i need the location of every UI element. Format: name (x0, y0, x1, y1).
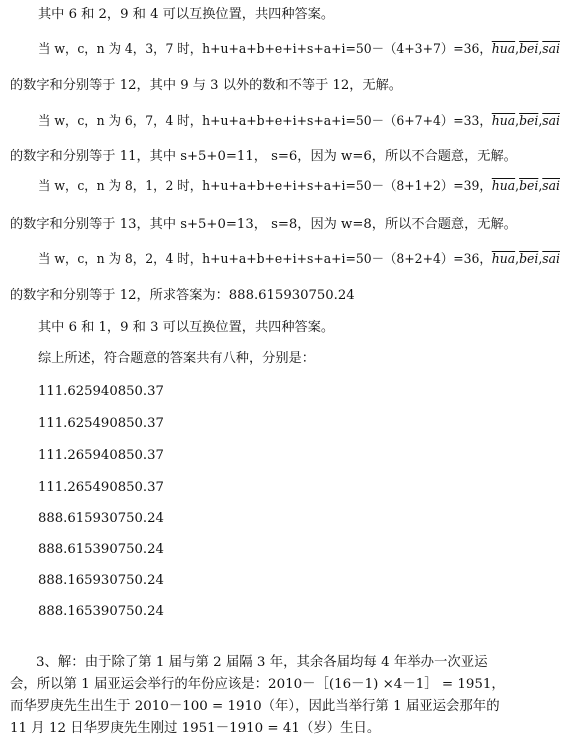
answer-item: 111.265490850.37 (38, 480, 164, 495)
solution-3-line-1: 3、解：由于除了第 1 届与第 2 届隔 3 年，其余各届均每 4 年举办一次亚运 (36, 655, 488, 670)
text-swap-note-2: 其中 6 和 1，9 和 3 可以互换位置，共四种答案。 (38, 320, 335, 335)
answer-item: 111.265940850.37 (38, 448, 164, 463)
solution-3-line-2: 会，所以第 1 届亚运会举行的年份应该是：2010－［(16－1) ×4－1］ = 1951， (10, 677, 505, 692)
solution-3-line-3: 而华罗庚先生出生于 2010－100 = 1910（年），因此当举行第 1 届亚运会那年的 (10, 699, 500, 714)
case-2-line (38, 113, 560, 131)
answer-item: 888.165930750.24 (38, 573, 164, 588)
separator: , (538, 114, 543, 129)
solution-3-paragraph (10, 652, 558, 740)
case-3-text: 当 w，c，n 为 8，1，2 时，h+u+a+b+e+i+s+a+i=50－（8+1+2）=39， (38, 179, 492, 194)
case-2-result: 的数字和分别等于 11，其中 s+5+0=11， s=6，因为 w=6，所以不合题意，无解。 (10, 149, 517, 164)
separator: , (515, 42, 520, 57)
case-3-line (38, 178, 560, 196)
solution-3-line-4: 11 月 12 日华罗庚先生刚过 1951－1910 = 41（岁）生日。 (10, 721, 381, 736)
separator: , (538, 252, 543, 267)
case-1-text: 当 w，c，n 为 4，3，7 时，h+u+a+b+e+i+s+a+i=50－（4+3+7）=36， (38, 42, 492, 57)
overline-sai: $\overline{sai}$ (542, 179, 561, 194)
overline-hua: $\overline{hua}$ (491, 114, 516, 129)
answer-item: 888.615390750.24 (38, 542, 164, 557)
answer-item: 111.625490850.37 (38, 416, 164, 431)
overline-bei: $\overline{bei}$ (519, 114, 539, 129)
case-4-result: 的数字和分别等于 12，所求答案为：888.615930750.24 (10, 288, 355, 303)
overline-sai: $\overline{sai}$ (542, 114, 561, 129)
overline-bei: $\overline{bei}$ (519, 252, 539, 267)
overline-sai: $\overline{sai}$ (542, 42, 561, 57)
case-4-line (38, 251, 560, 269)
answer-item: 111.625940850.37 (38, 384, 164, 399)
separator: , (515, 179, 520, 194)
text-summary: 综上所述，符合题意的答案共有八种，分别是： (38, 351, 315, 366)
separator: , (538, 179, 543, 194)
answer-item: 888.165390750.24 (38, 604, 164, 619)
overline-bei: $\overline{bei}$ (519, 42, 539, 57)
overline-hua: $\overline{hua}$ (491, 179, 516, 194)
case-3-result: 的数字和分别等于 13，其中 s+5+0=13， s=8，因为 w=8，所以不合题意，无解。 (10, 217, 517, 232)
text-swap-note-1: 其中 6 和 2，9 和 4 可以互换位置，共四种答案。 (38, 7, 335, 22)
overline-sai: $\overline{sai}$ (542, 252, 561, 267)
overline-bei: $\overline{bei}$ (519, 179, 539, 194)
case-1-result: 的数字和分别等于 12，其中 9 与 3 以外的数和不等于 12，无解。 (10, 78, 402, 93)
separator: , (515, 252, 520, 267)
case-1-line (38, 41, 560, 59)
answer-item: 888.615930750.24 (38, 511, 164, 526)
overline-hua: $\overline{hua}$ (491, 42, 516, 57)
separator: , (515, 114, 520, 129)
case-4-text: 当 w，c，n 为 8，2，4 时，h+u+a+b+e+i+s+a+i=50－（8+2+4）=36， (38, 252, 492, 267)
overline-hua: $\overline{hua}$ (491, 252, 516, 267)
case-2-text: 当 w，c，n 为 6，7，4 时，h+u+a+b+e+i+s+a+i=50－（6+7+4）=33， (38, 114, 492, 129)
separator: , (538, 42, 543, 57)
